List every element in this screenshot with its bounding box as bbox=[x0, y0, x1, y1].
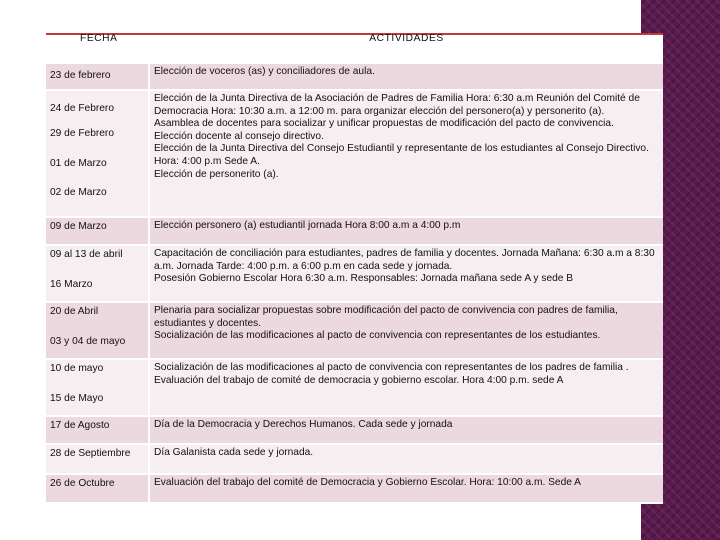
date-label: 29 de Febrero bbox=[50, 127, 114, 139]
activities-table bbox=[46, 33, 663, 504]
table-row bbox=[46, 64, 663, 91]
activity-cell bbox=[150, 445, 663, 475]
activity-cell bbox=[150, 303, 663, 360]
table-body bbox=[46, 64, 663, 504]
activity-cell bbox=[150, 475, 663, 504]
activity-text: Capacitación de conciliación para estudiantes, padres de familia y docentes. Jornada Mañana: 6:30 a.m a 8:30 a.m. Jornada Tarde: 4:00 p.m. a 6:00 p.m en cada sede y jornada. bbox=[154, 248, 655, 272]
date-label: 16 Marzo bbox=[50, 278, 93, 290]
activity-text: Elección de la Junta Directiva de la Asociación de Padres de Familia Hora: 6:30 a.m Reunión del Comité de Democracia Hora: 10:30 a.m. a 12:00 m. para organizar elección del personero(a) y personerito (a). bbox=[154, 93, 640, 117]
header-activity bbox=[150, 35, 663, 64]
header-date-label: FECHA bbox=[80, 33, 118, 44]
activity-text: Elección de personerito (a). bbox=[154, 168, 279, 180]
date-cell bbox=[46, 246, 150, 303]
table-row bbox=[46, 303, 663, 360]
date-cell bbox=[46, 91, 150, 218]
date-label: 26 de Octubre bbox=[50, 478, 115, 489]
date-cell bbox=[46, 360, 150, 417]
header-date bbox=[46, 35, 150, 64]
activity-text: Elección de la Junta Directiva del Consejo Estudiantil y representante de los estudiantes al Consejo Directivo. Hora: 4:00 p.m Sede A. bbox=[154, 143, 649, 167]
activity-text: Día de la Democracia y Derechos Humanos. Cada sede y jornada bbox=[154, 419, 453, 430]
date-label: 01 de Marzo bbox=[50, 158, 107, 170]
activity-text: Elección personero (a) estudiantil jornada Hora 8:00 a.m a 4:00 p.m bbox=[154, 220, 461, 231]
date-label: 24 de Febrero bbox=[50, 103, 114, 114]
date-label: 03 y 04 de mayo bbox=[50, 335, 126, 347]
date-cell bbox=[46, 64, 150, 91]
activity-cell bbox=[150, 64, 663, 91]
activity-cell bbox=[150, 246, 663, 303]
table-row bbox=[46, 445, 663, 475]
activity-cell bbox=[150, 417, 663, 445]
activity-text: Evaluación del trabajo del comité de Democracia y Gobierno Escolar. Hora: 10:00 a.m. Sede A bbox=[154, 477, 581, 488]
date-label: 09 de Marzo bbox=[50, 221, 107, 232]
date-label: 15 de Mayo bbox=[50, 392, 104, 404]
table-row bbox=[46, 475, 663, 504]
activity-text: Elección docente al consejo directivo. bbox=[154, 130, 324, 142]
activity-text: Elección de voceros (as) y conciliadores de aula. bbox=[154, 66, 375, 77]
table-row bbox=[46, 360, 663, 417]
table-row bbox=[46, 246, 663, 303]
activity-cell bbox=[150, 360, 663, 417]
date-label: 20 de Abril bbox=[50, 306, 99, 317]
table-row bbox=[46, 218, 663, 246]
table-row bbox=[46, 91, 663, 218]
date-label: 09 al 13 de abril bbox=[50, 249, 123, 260]
table-header-row bbox=[46, 35, 663, 64]
date-cell bbox=[46, 445, 150, 475]
table-row bbox=[46, 417, 663, 445]
activity-text: Plenaria para socializar propuestas sobre modificación del pacto de convivencia con padres de familia, estudiantes y docentes. bbox=[154, 305, 618, 329]
activity-cell bbox=[150, 91, 663, 218]
activity-text: Asamblea de docentes para socializar y unificar propuestas de modificación del pacto de convivencia. bbox=[154, 118, 614, 130]
activity-text: Día Galanista cada sede y jornada. bbox=[154, 447, 314, 458]
activity-cell bbox=[150, 218, 663, 246]
activity-text: Socialización de las modificaciones al pacto de convivencia con representantes de los estudiantes. bbox=[154, 330, 601, 342]
date-cell bbox=[46, 303, 150, 360]
date-cell bbox=[46, 417, 150, 445]
date-label: 17 de Agosto bbox=[50, 420, 110, 431]
activity-text: Evaluación del trabajo de comité de democracia y gobierno escolar. Hora 4:00 p.m. sede A bbox=[154, 374, 564, 386]
date-label: 02 de Marzo bbox=[50, 186, 107, 198]
activity-text: Socialización de las modificaciones al pacto de convivencia con representantes de los padres de familia . bbox=[154, 362, 629, 373]
date-label: 28 de Septiembre bbox=[50, 448, 131, 459]
date-label: 10 de mayo bbox=[50, 363, 104, 374]
header-activity-label: ACTIVIDADES bbox=[369, 33, 444, 44]
activity-text: Posesión Gobierno Escolar Hora 6:30 a.m. Responsables: Jornada mañana sede A y sede B bbox=[154, 273, 574, 285]
date-label: 23 de febrero bbox=[50, 70, 111, 81]
date-cell bbox=[46, 218, 150, 246]
date-cell bbox=[46, 475, 150, 504]
